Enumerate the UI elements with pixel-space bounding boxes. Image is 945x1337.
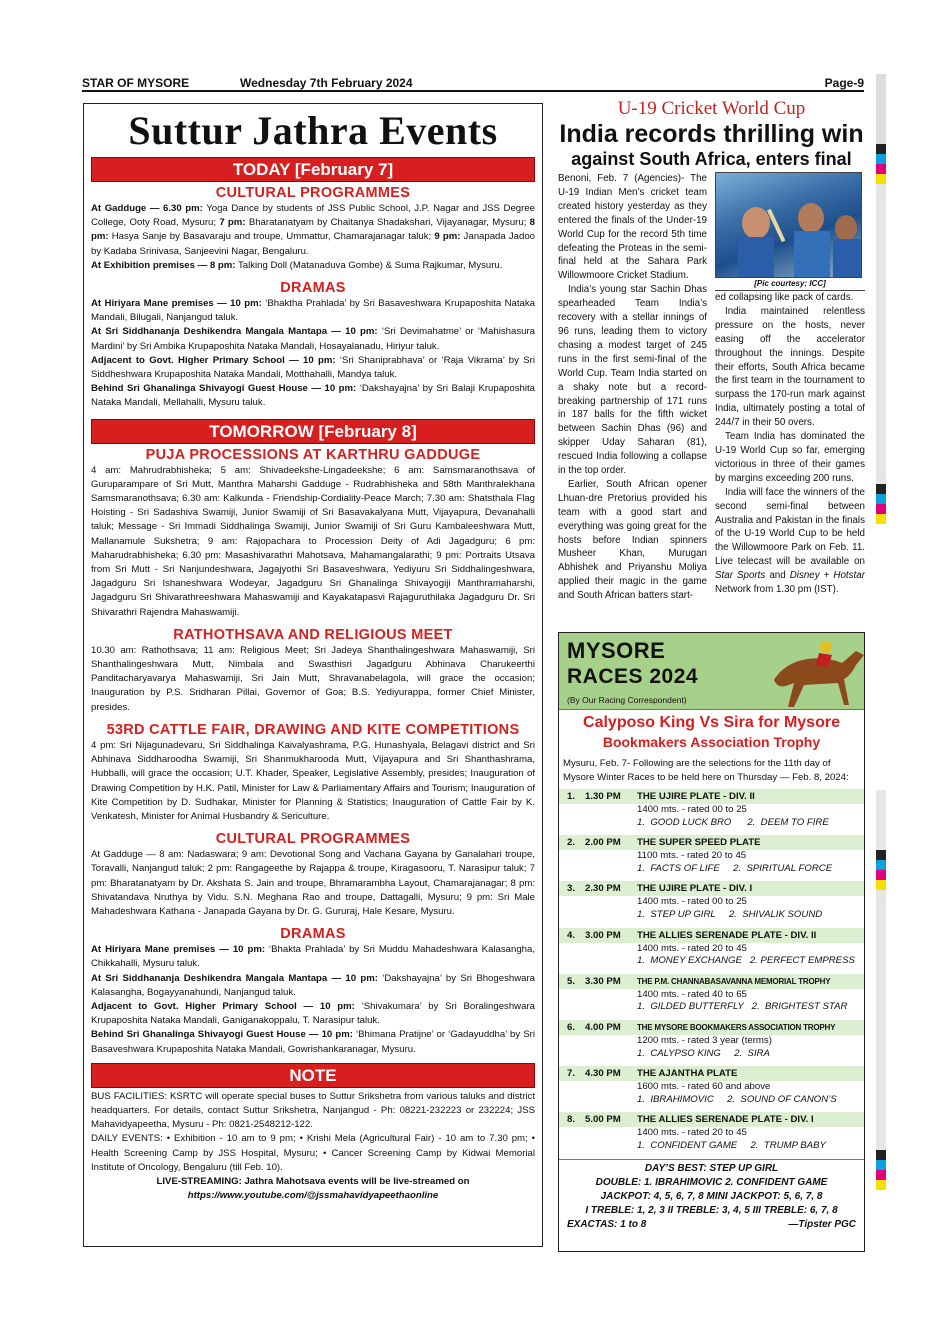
bus-facilities-text: BUS FACILITIES: KSRTC will operate special buses to Suttur Srikshetra from various taluks and district headquarters. For details, contact Suttur Srikshetra, Nanjangud - Ph: 08221-232223 or 232224; JSS Mahavidyapeetha, Mysuru - Ph: 0821-2548212-122. (91, 1090, 535, 1131)
race-distance: 1400 mts. - rated 20 to 45 (637, 942, 747, 954)
jackpot: JACKPOT: 4, 5, 6, 7, 8 MINI JACKPOT: 5, 6, 7, 8 (600, 1190, 823, 1202)
race-time: 1.30 PM (585, 791, 621, 802)
note-bar: NOTE (91, 1063, 535, 1088)
race-selections: 1. MONEY EXCHANGE 2. PERFECT EMPRESS (637, 955, 855, 967)
paper-name: STAR OF MYSORE (82, 76, 190, 90)
cricket-para: India will face the winners of the second semi-final between Australia and Pakistan in the finals of the U-19 World Cup to be held the Willowmoore Park on Feb. 11. Live telecast will be available on Star Sports and Disney + Hotstar Network from 1.30 pm (IST). (715, 486, 865, 596)
tomorrow-cultural-text: At Gadduge — 8 am: Nadaswara; 9 am: Devotional Song and Vachana Gayana by Ganalahari troupe, Toravalli, Nanjangud taluk; 2 pm: Rangageethe by Rajappa & troupe, Kiragasooru, T. Narasipur taluk; 7 pm: Bharatanatyam by Dr. Akshata S. Jain and troupe, Bhramarambha Layout, Chamarajanagar; 8 pm: Shivatandava Nruthya by Vidu. S.N. Meghana Rao and troupe, Dattagalli, Mysuru; 9 pm: Sri Male Mahadeshwara Kathana - Janapada Gayana by Dr. G. Gururaj, Hale Kesare, Mysuru. (91, 849, 535, 917)
race-header-row (559, 1020, 864, 1035)
race-time: 2.30 PM (585, 883, 621, 895)
horse-jockey-icon (764, 625, 868, 710)
race-name: THE ALLIES SERENADE PLATE - DIV. II (637, 929, 817, 941)
puja-text: 4 am: Mahrudrabhisheka; 5 am: Shivadeekshe-Lingadeekshe; 6 am: Samsmaranothsava of Guruparampare of Sri Mutt, Manthra Maharshi Gadduge - Rudrabhisheka and 58th Manthralekhana Samsmaranothsava; 6.30 am: Kalkunda - Friendship-Cordiality-Peace March; 7.30 am: Shatsthala Flag Hoisting - Sri Sadashiva Swamiji, Junior Swamiji of Sri Basavakalyana Mutt, Vijayapura, Devanahalli taluk; Message - Sri Immadi Siddhalinga Swamiji, Junior Swamiji of Sri Guru Kambaleeshwara Mutt, Mallanamule Sukshetra; 9 am: Rajopachara to Procession Deity of Adi Jagadguru; 6 pm: Maharudrabhisheka; 6.30 pm: Masashivarathri Mahotsava, Mahamangalarathi; 9 pm: Portraits Utsava from Sri Mutt - Sri Nanjundeshwara, Jagajyothi Sri Basaveshwara, Yediyuru Sri Siddhalingeshwara, Jagadguru Sri Ishaneshwara Wodeyar, Jagadguru Sri Ghanalinga Shivayogiji Manthramaharshi, Jagadguru Sri Shivarathreeshwara Mahaswamiji and Kayakatapasvi Rajaguruthilaka Jagadguru Dr. Sri Shivarathri Rajendra Mahaswamiji. (91, 464, 535, 618)
race-number: 3. (567, 883, 576, 895)
suttur-title: Suttur Jathra Events (128, 108, 498, 153)
race-distance: 1400 mts. - rated 20 to 45 (637, 1127, 747, 1139)
live-streaming-text: LIVE-STREAMING: Jathra Mahotsava events will be live-streamed on (156, 1175, 470, 1187)
cricket-para: Earlier, South African opener Lhuan-dre Pretorius provided his team with a good start and everything was going great for the hosts before Indian spinners Musheer Khan, Murugan Abhishek and Priyanshu Moliya applied their magic in the game and South African batters start- (558, 478, 707, 602)
tipster: —Tipster PGC (788, 1218, 856, 1230)
today-bar: TODAY [February 7] (91, 157, 535, 182)
puja-heading: PUJA PROCESSIONS AT KARTHRU GADDUGE (145, 446, 481, 463)
cricket-headline: India records thrilling win (559, 120, 864, 148)
races-summary (559, 1159, 864, 1232)
race-number: 5. (567, 975, 576, 987)
race-distance: 1400 mts. - rated 40 to 65 (637, 988, 747, 1000)
race-list (559, 789, 864, 1153)
cricket-subhead: against South Africa, enters final (571, 149, 852, 169)
race-entry (559, 928, 864, 968)
youtube-link[interactable]: https://www.youtube.com/@jssmahavidyapeethaonline (187, 1190, 439, 1202)
treble: I TREBLE: 1, 2, 3 II TREBLE: 3, 4, 5 III TREBLE: 6, 7, 8 (585, 1204, 838, 1216)
cricket-kicker: U-19 Cricket World Cup (617, 98, 806, 119)
race-time: 4.00 PM (585, 1021, 621, 1033)
race-distance: 1400 mts. - rated 00 to 25 (637, 896, 747, 908)
mysore-races-box (558, 632, 865, 1252)
race-entry (559, 1112, 864, 1152)
race-selections: 1. FACTS OF LIFE 2. SPIRITUAL FORCE (637, 862, 833, 874)
race-name: THE MYSORE BOOKMAKERS ASSOCIATION TROPHY (637, 1022, 836, 1032)
race-selections: 1. CONFIDENT GAME 2. TRUMP BABY (637, 1139, 826, 1151)
race-time: 3.00 PM (585, 929, 621, 941)
tomorrow-dramas-text: At Hiriyara Mane premises — 10 pm: ‘Bhakta Prahlada’ by Sri Muddu Mahadeshwara Kalasangha, Chikkahalli, Mysuru taluk. At Sri Siddhananja Deshikendra Mangala Mantapa — 10 pm: ‘Dakshayajna’ by Sri Bhogeshwara Kalasangha, Bogayyanahundi, Nanjangud taluk. Adjacent to Govt. Higher Primary School — 10 pm: ‘Shivakumara’ by Sri Boralingeshwara Krupaposhita Nataka Mandali, Ganiganakoppalu, T. Narasipur taluk. Behind Sri Ghanalinga Shivayogi Guest House — 10 pm: ‘Bhimana Pratijne’ or ‘Gadayuddha’ by Sri Basaveshwara Krupaposhita Nataka Mandali, Gowrishankaranagar, Mysuru. (91, 944, 536, 1055)
cricket-para: ed collapsing like pack of cards. (715, 292, 854, 303)
cattle-text: 4 pm: Sri Nijagunadevaru, Sri Siddhalinga Kaivalyashrama, P.G. Hunashyala, Belagavi district and Sri Abhinava Siddharoodha Swamiji, Sri Shanmukharooda Mutt, Vijayapura and Sri Shanthashrama, Hubballi, will grace the occasion; U.T. Khader, Speaker, Legislative Assembly, presides; Inauguration of Drawing Competition by H.K. Patil, Minister for Law & Parliamentary Affairs and Tourism; Inauguration of Kite Competition by D. Sudhakar, Minister for Planning & Statistics; Inauguration of Cattle Fair by K. Venkatesh, Minister for Animal Husbandry & Sericulture. (91, 739, 535, 822)
print-registration-bar (876, 74, 886, 594)
race-header-row (559, 974, 864, 989)
race-number: 2. (567, 837, 576, 849)
race-header-row (559, 789, 864, 804)
ratho-heading: RATHOTHSAVA AND RELIGIOUS MEET (173, 626, 453, 643)
today-dramas-text: At Hiriyara Mane premises — 10 pm: ‘Bhaktha Prahlada’ by Sri Basaveshwara Krupaposhita Nataka Mandali, Bilugali, Nanjangud taluk. At Sri Siddhananja Deshikendra Mangala Mantapa — 10 pm: ‘Sri Devimahatme’ or ‘Mahishasura Mardini’ by Sri Ambika Krupaposhita Nataka Mandali, Hosayalanadu, Hiriyur taluk. Adjacent to Govt. Higher Primary School — 10 pm: ‘Sri Shaniprabhava’ or ‘Raja Vikrama’ by Sri Siddheshwara Krupaposhita Nataka Mandali, Motthahalli, Mandya taluk. Behind Sri Ghanalinga Shivayogi Guest House — 10 pm: ‘Dakshayajna’ by Sri Balaji Krupaposhita Nataka Mandali, Mellahalli, Mysuru taluk. (91, 298, 535, 409)
race-distance: 1200 mts. - rated 3 year (terms) (637, 1034, 772, 1046)
races-headline: Calyposo King Vs Sira for Mysore (583, 714, 840, 731)
today-dramas-heading: DRAMAS (280, 280, 346, 297)
daily-events-text: DAILY EVENTS: • Exhibition - 10 am to 9 pm; • Krishi Mela (Agricultural Fair) - 10 am to 7.30 pm; • Health Screening Camp by JSS Hospital, Mysuru; • Cancer Screening Camp by Kidwai Memorial Institute of Oncology, Bengaluru (till Feb. 10). (91, 1133, 535, 1173)
race-entry (559, 1020, 864, 1060)
race-time: 2.00 PM (585, 837, 621, 849)
print-registration-bar (876, 790, 886, 1270)
races-intro: Mysuru, Feb. 7- Following are the selections for the 11th day of Mysore Winter Races to be held here on Thursday — Feb. 8, 2024: (563, 758, 849, 783)
races-title-1: MYSORE (567, 638, 666, 663)
tomorrow-cultural-heading: CULTURAL PROGRAMMES (215, 831, 411, 848)
race-entry (559, 881, 864, 921)
race-selections: 1. IBRAHIMOVIC 2. SOUND OF CANON’S (637, 1093, 837, 1105)
race-header-row (559, 928, 864, 943)
race-name: THE AJANTHA PLATE (637, 1068, 738, 1080)
race-number: 8. (567, 1114, 576, 1126)
races-byline: (By Our Racing Correspondent) (567, 695, 687, 705)
race-number: 6. (567, 1021, 576, 1033)
cattle-heading: 53RD CATTLE FAIR, DRAWING AND KITE COMPETITIONS (106, 721, 520, 738)
race-entry (559, 974, 864, 1014)
race-header-row (559, 1066, 864, 1081)
cricket-para: India’s young star Sachin Dhas spearheaded Team India’s recovery with a stellar innings of 96 runs, leading them to victory chasing a modest target of 245 runs in the first semi-final of the World Cup. Team India started on a shaky note but a record-breaking partnership of 171 runs in 187 balls for the fifth wicket between Sachin Dhas (96) and skipper Uday Saharan (81), rescued India following a collapse in the top order. (558, 284, 707, 477)
race-distance: 1100 mts. - rated 20 to 45 (637, 850, 747, 862)
cricket-column-2 (715, 172, 865, 603)
cricket-team-photo (715, 172, 862, 278)
cricket-para: Team India has dominated the U-19 World Cup so far, emerging victorious in three of their games by margins exceeding 200 runs. (715, 431, 865, 484)
race-selections: 1. CALYPSO KING 2. SIRA (637, 1047, 770, 1059)
today-cultural-heading: CULTURAL PROGRAMMES (215, 185, 411, 201)
race-number: 4. (567, 929, 576, 941)
race-name: THE P.M. CHANNABASAVANNA MEMORIAL TROPHY (637, 976, 831, 986)
days-best: DAY’S BEST: STEP UP GIRL (644, 1162, 779, 1174)
race-distance: 1400 mts. - rated 00 to 25 (637, 804, 747, 815)
race-name: THE UJIRE PLATE - DIV. II (637, 791, 755, 802)
race-name: THE UJIRE PLATE - DIV. I (637, 883, 753, 895)
race-entry (559, 835, 864, 875)
race-number: 1. (567, 791, 576, 802)
double: DOUBLE: 1. IBRAHIMOVIC 2. CONFIDENT GAME (595, 1176, 828, 1188)
races-subhead: Bookmakers Association Trophy (602, 734, 821, 750)
suttur-events-box (83, 103, 543, 1247)
page-header (82, 76, 864, 92)
page-number: Page-9 (824, 76, 864, 90)
cricket-column-1 (558, 172, 707, 603)
page-date: Wednesday 7th February 2024 (240, 76, 413, 90)
today-cultural-text: At Gadduge — 6.30 pm: Yoga Dance by students of JSS Public School, J.P. Nagar and JSS Degree College, Ooty Road, Mysuru; 7 pm: Bharatanatyam by Chaitanya Shadakshari, Vijayanagar, Mysuru; 8 pm: Hasya Sanje by Basavaraju and troupe, Ummattur, Chamarajanagar taluk; 9 pm: Janapada Jadoo by Kadaba Srinivasa, Sanjeevini Nagar, Bengaluru. At Exhibition premises — 8 pm: Talking Doll (Matanaduva Gombe) & Suma Rajkumar, Mysuru. (91, 203, 535, 271)
cricket-article (558, 98, 865, 603)
cricket-para: India maintained relentless pressure on the hosts, never easing off the accelerator throughout the innings. Despite their efforts, South Africa became the first team in the tournament to surpass the 170-run mark against India, ultimately posting a total of 244/7 in their 50 overs. (715, 305, 865, 429)
tomorrow-bar: TOMORROW [February 8] (91, 419, 535, 444)
race-entry (559, 1066, 864, 1106)
race-header-row (559, 835, 864, 850)
race-time: 5.00 PM (585, 1114, 621, 1126)
race-distance: 1600 mts. - rated 60 and above (637, 1081, 771, 1093)
race-selections: 1. GILDED BUTTERFLY 2. BRIGHTEST STAR (637, 1001, 848, 1013)
photo-caption: [Pic courtesy: ICC] (715, 278, 865, 291)
race-name: THE SUPER SPEED PLATE (637, 837, 761, 849)
race-selections: 1. GOOD LUCK BRO 2. DEEM TO FIRE (637, 816, 829, 828)
exactas-row (559, 1218, 864, 1232)
race-header-row (559, 881, 864, 896)
race-time: 4.30 PM (585, 1068, 621, 1080)
race-entry (559, 789, 864, 829)
race-selections: 1. STEP UP GIRL 2. SHIVALIK SOUND (637, 908, 823, 920)
ratho-text: 10.30 am: Rathothsava; 11 am: Religious Meet; Sri Jadeya Shanthalingeshwara Mahaswamiji, Sri Shanthalingeshwara Mutt, Nimbala and Swasthisri Jagadguru Abhinava Charukeerthi Panditacharyavarya Mahaswamiji, Sri Jain Mutt, Shravanabelagola, will grace the occasion; Inauguration by P.S. Sridharan Pillai, Governor of Goa; B.S. Yediyurappa, former Chief Minister, presides. (91, 644, 535, 713)
cricket-para: Benoni, Feb. 7 (Agencies)- The U-19 Indian Men’s cricket team created history yesterday as they entered the finals of the Under-19 World Cup for the record 5th time defeating the Proteas in the semi-final held at the Sahara Park Willowmoore Cricket Stadium. (558, 173, 707, 282)
races-title-2: RACES 2024 (567, 665, 699, 688)
race-time: 3.30 PM (585, 975, 621, 987)
race-header-row (559, 1112, 864, 1127)
race-name: THE ALLIES SERENADE PLATE - DIV. I (637, 1114, 814, 1126)
races-banner (559, 633, 864, 710)
tomorrow-dramas-heading: DRAMAS (280, 926, 346, 943)
race-number: 7. (567, 1068, 576, 1080)
exactas: EXACTAS: 1 to 8 (567, 1218, 647, 1230)
